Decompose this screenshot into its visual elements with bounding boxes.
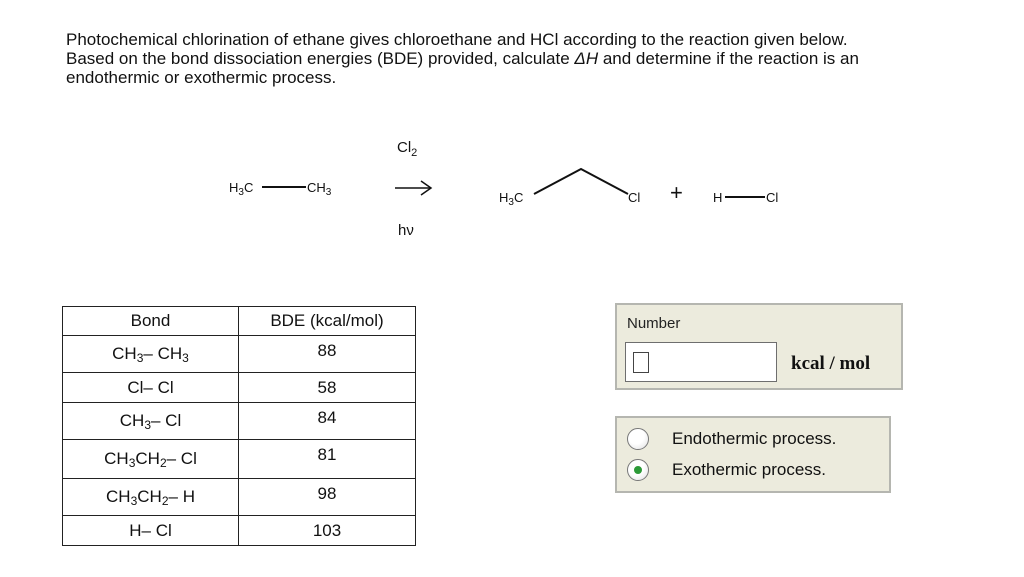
bde-value-cell: 84	[239, 403, 416, 440]
bond-cell: $CH_3CH_2-$ Cl	[63, 440, 239, 479]
table-row	[63, 336, 416, 373]
column-header-bond: Bond	[63, 307, 239, 336]
unit-label: kcal / mol	[791, 353, 871, 374]
bde-table-header	[63, 307, 416, 336]
bond-cell: $CH_3-$ $CH_3$	[63, 336, 239, 373]
number-label: Number	[627, 315, 681, 332]
table-row	[63, 516, 416, 546]
bde-value-cell: 58	[239, 373, 416, 403]
column-header-bde: BDE (kcal/mol)	[239, 307, 416, 336]
radio-exothermic[interactable]	[627, 459, 649, 481]
reagent-cl2: $Cl_2$	[397, 139, 418, 159]
condition-light: hν	[398, 222, 414, 239]
choice-endothermic[interactable]	[627, 427, 883, 453]
hcl-cl: Cl	[766, 190, 779, 205]
question-line-2-start: Based on the bond dissociation energies (BDE) provided, calculate	[66, 49, 575, 68]
bond-cell: $CH_3CH_2-$ H	[63, 479, 239, 516]
ethane-right-carbon: $CH_3$	[307, 180, 332, 198]
bde-value-cell: 81	[239, 440, 416, 479]
plus-sign: +	[670, 180, 683, 205]
table-row	[63, 403, 416, 440]
chloroethane-cl: Cl	[628, 190, 641, 205]
bde-value-cell: 98	[239, 479, 416, 516]
ethane-left-carbon: $H_3C$	[229, 180, 254, 198]
answer-panel	[615, 303, 903, 390]
bde-table	[62, 306, 416, 546]
bde-value-cell: 88	[239, 336, 416, 373]
input-cursor-box	[633, 352, 649, 373]
bond-cell: Cl– Cl	[63, 373, 239, 403]
process-choice-panel	[615, 416, 891, 493]
table-row	[63, 373, 416, 403]
bond-cell: H– Cl	[63, 516, 239, 546]
question-line-3: endothermic or exothermic process.	[66, 68, 337, 87]
table-row	[63, 479, 416, 516]
bde-value-cell: 103	[239, 516, 416, 546]
radio-endothermic[interactable]	[627, 428, 649, 450]
choice-endothermic-label: Endothermic process.	[672, 429, 837, 448]
question-line-1: Photochemical chlorination of ethane gives chloroethane and HCl according to the reaction given below.	[66, 30, 848, 49]
bond-cell: $CH_3-$ Cl	[63, 403, 239, 440]
chloroethane-ch3: $H_3C$	[499, 190, 524, 208]
choice-exothermic-label: Exothermic process.	[672, 460, 826, 479]
table-row	[63, 440, 416, 479]
chloroethane-skeleton	[534, 169, 628, 194]
choice-exothermic[interactable]	[627, 458, 883, 484]
delta-h-symbol: ΔH	[574, 49, 599, 68]
question-line-2-end: and determine if the reaction is an	[598, 49, 859, 68]
hcl-h: H	[713, 190, 723, 205]
